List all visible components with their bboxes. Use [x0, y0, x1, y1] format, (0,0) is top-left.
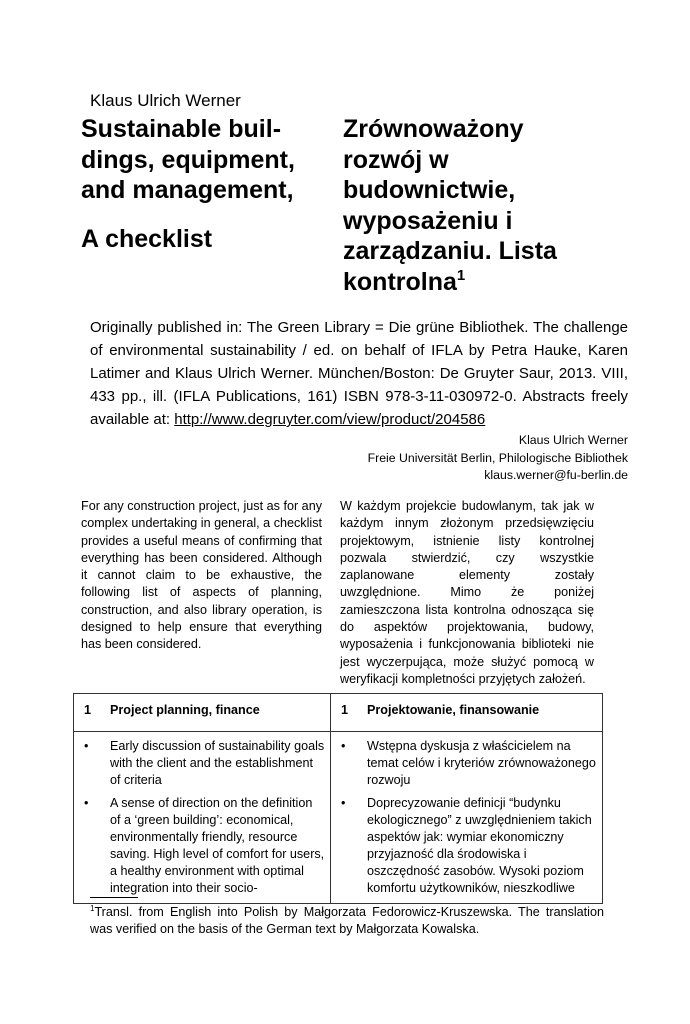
section-number: 1 — [84, 703, 92, 717]
footnote-text: Transl. from English into Polish by Małgorzata Fedorowicz-Kruszewska. The translation was verified on the basis of the German text by Małgorzata Kowalska. — [90, 905, 604, 936]
title-line: kontrolna — [343, 267, 457, 296]
affiliation-institution: Freie Universität Berlin, Philologische Bibliothek — [367, 450, 628, 465]
bullet-icon: • — [341, 796, 346, 810]
title-line: budownictwie, — [343, 176, 516, 204]
title-line: rozwój w — [343, 145, 449, 174]
title-english — [81, 114, 321, 254]
header-cell-en — [74, 694, 331, 732]
affiliation — [368, 432, 628, 485]
title-line: and management, — [81, 176, 294, 204]
bullet-icon: • — [84, 739, 89, 753]
footnote-mark: 1 — [90, 904, 95, 913]
author-name: Klaus Ulrich Werner — [90, 91, 241, 110]
checklist-table — [73, 693, 603, 904]
title-line: A checklist — [81, 224, 213, 253]
footnote-mark: 1 — [456, 266, 466, 284]
list-item: • Wstępna dyskusja z właścicielem na temat celów i kryteriów zrównoważonego rozwoju — [341, 739, 596, 787]
title-line: Sustainable buil- — [81, 115, 282, 143]
list-item: • Doprecyzowanie definicji “budynku ekologicznego” z uwzględnieniem takich aspektów jak: wymiar ekonomiczny przyjazność dla środowiska i oszczędność zasobów. Wysoki poziom komfortu użytkowników, nieszkodliwe — [341, 796, 592, 895]
title-polish — [343, 114, 603, 297]
title-line: wyposażeniu i — [343, 206, 513, 235]
section-heading: Projektowanie, finansowanie — [367, 703, 540, 717]
title-line: zarządzaniu. Lista — [343, 237, 557, 265]
abstract-link[interactable]: http://www.degruyter.com/view/product/204586 — [174, 411, 486, 428]
table-header-row — [74, 694, 603, 732]
intro-polish: W każdym projekcie budowlanym, tak jak w każdym innym złożonym przedsięwzięciu projektowym, istnienie listy kontrolnej pozwala stwierdzić, czy wszystkie zaplanowane elementy zostały uwzględnione. Mimo że poniżej zamieszczona lista kontrolna odnosząca się do aspektów projektowania, budowy, wyposażenia i funkcjonowania biblioteki nie jest wyczerpująca, może służyć pomocą w weryfikacji kompletności przyjętych założeń. — [340, 499, 594, 686]
section-number: 1 — [341, 703, 349, 717]
title-line: Zrównoważony — [343, 115, 524, 143]
header-cell-pl — [331, 694, 603, 732]
list-item: • Early discussion of sustainability goals with the client and the establishment of criteria — [84, 739, 325, 787]
affiliation-name: Klaus Ulrich Werner — [518, 433, 628, 447]
list-item: • A sense of direction on the definition of a ‘green building’: economical, environmentally friendly, resource saving. High level of comfort for users, a healthy environment with optimal integration into their socio- — [84, 796, 325, 895]
body-cell-pl — [331, 732, 603, 904]
intro-english: For any construction project, just as for any complex undertaking in general, a checklist provides a useful means of confirming that everything has been considered. Although it cannot claim to be exhaustive, the following list of aspects of planning, construction, and also library operation, is designed to help ensure that everything has been considered. — [81, 499, 322, 652]
bullet-icon: • — [84, 796, 89, 810]
body-cell-en — [74, 732, 331, 904]
table-row — [74, 732, 603, 904]
section-heading: Project planning, finance — [110, 703, 260, 717]
citation-paragraph — [90, 316, 628, 431]
footnote-divider — [90, 897, 138, 898]
title-line: dings, equipment, — [81, 145, 295, 174]
bullet-icon: • — [341, 739, 346, 753]
footnote — [90, 904, 604, 938]
citation-text: Originally published in: The Green Library = Die grüne Bibliothek. The challenge of environmental sustainability / ed. on behalf of IFLA by Petra Hauke, Karen Latimer and Klaus Ulrich Werner. München/Boston: De Gruyter Saur, 2013. VIII, 433 pp., ill. (IFLA Publications, 161) ISBN 978-3-11-030972-0. Abstracts freely available at: — [90, 319, 628, 428]
affiliation-email[interactable]: klaus.werner@fu-berlin.de — [484, 468, 628, 482]
